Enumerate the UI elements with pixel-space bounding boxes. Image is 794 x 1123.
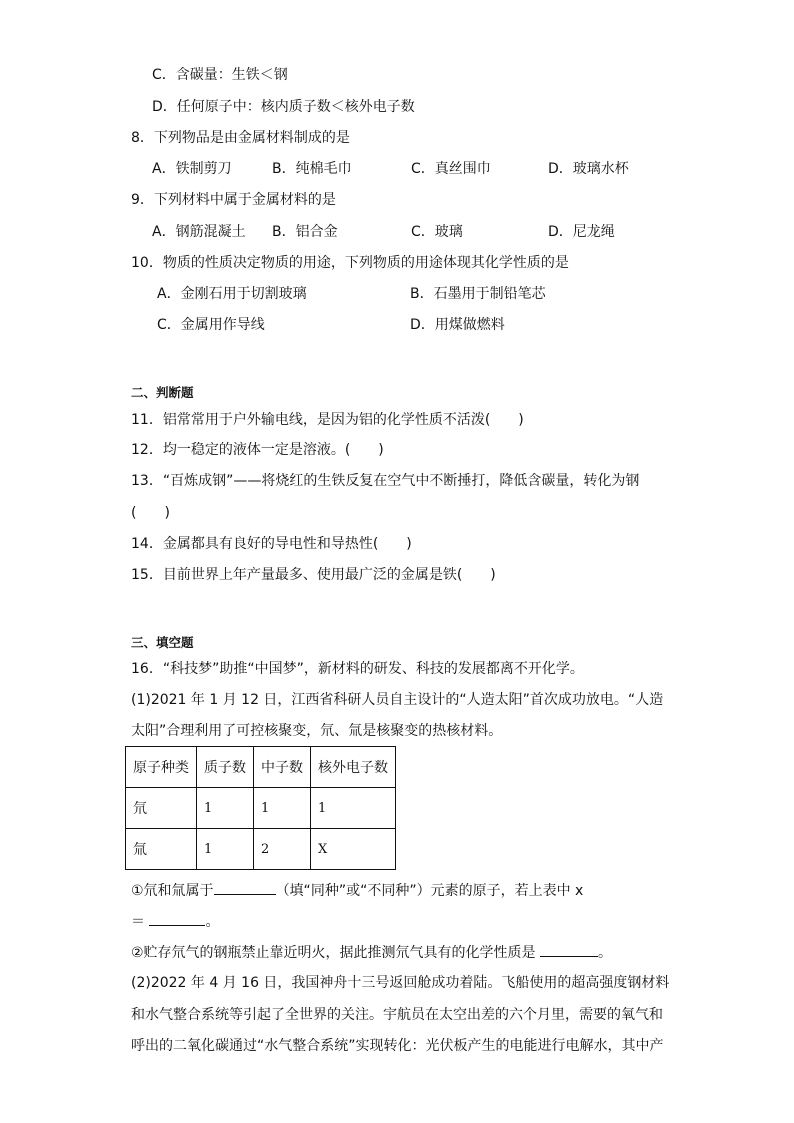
q16-sub1-line2 xyxy=(131,911,219,932)
q10-option-c: C．金属用作导线 xyxy=(157,317,265,333)
q7-option-c: C．含碳量：生铁＜钢 xyxy=(152,67,288,83)
q16-sub1-line2-prefix: ＝ xyxy=(131,914,150,930)
q9-option-c: C．玻璃 xyxy=(411,224,463,240)
q14-text: 14．金属都具有良好的导电性和导热性( ) xyxy=(131,536,412,552)
q13-text-line2: ( ) xyxy=(131,505,170,521)
answer-blank-1[interactable] xyxy=(214,880,276,895)
q9-option-d: D．尼龙绳 xyxy=(548,224,615,240)
q10-option-d: D．用煤做燃料 xyxy=(410,317,505,333)
q7-option-d: D．任何原子中：核内质子数＜核外电子数 xyxy=(152,99,415,115)
q16-part1-line1: (1)2021 年 1 月 12 日，江西省科研人员自主设计的“人造太阳”首次成功放电。“人造 xyxy=(131,692,664,708)
table-header-cell: 核外电子数 xyxy=(311,747,396,788)
q10-option-b: B．石墨用于制铅笔芯 xyxy=(410,286,546,302)
q16-sub2-suffix: 。 xyxy=(598,945,612,961)
q16-part2-line2: 和水气整合系统等引起了全世界的关注。宇航员在太空出差的六个月里，需要的氧气和 xyxy=(131,1007,663,1023)
table-cell: 1 xyxy=(254,788,311,829)
table-cell: X xyxy=(311,829,396,870)
q16-sub1-line2-suffix: 。 xyxy=(205,914,220,930)
table-row xyxy=(126,829,396,870)
table-cell: 1 xyxy=(197,829,254,870)
q16-sub2-prefix: ②贮存氘气的钢瓶禁止靠近明火，据此推测氘气具有的化学性质是 xyxy=(131,945,540,961)
q12-text: 12．均一稳定的液体一定是溶液。( ) xyxy=(131,442,384,458)
table-cell: 1 xyxy=(311,788,396,829)
q16-sub1-line1 xyxy=(131,880,583,901)
q8-option-a: A．铁制剪刀 xyxy=(152,161,232,177)
table-header-cell: 原子种类 xyxy=(126,747,197,788)
section-title-judgement: 二、判断题 xyxy=(131,385,194,400)
q9-stem: 9．下列材料中属于金属材料的是 xyxy=(131,192,336,208)
table-header-cell: 中子数 xyxy=(254,747,311,788)
answer-blank-2[interactable] xyxy=(149,911,205,926)
q16-part2-line1: (2)2022 年 4 月 16 日，我国神舟十三号返回舱成功着陆。飞船使用的超高强度钢材料 xyxy=(131,975,670,991)
q8-option-c: C．真丝围巾 xyxy=(411,161,491,177)
table-cell: 氚 xyxy=(126,829,197,870)
q15-text: 15．目前世界上年产量最多、使用最广泛的金属是铁( ) xyxy=(131,567,496,583)
q8-stem: 8．下列物品是由金属材料制成的是 xyxy=(131,130,350,146)
q9-option-a: A．钢筋混凝土 xyxy=(152,224,246,240)
q16-sub1-prefix: ①氘和氚属于 xyxy=(131,883,214,899)
q9-option-b: B．铝合金 xyxy=(272,224,338,240)
q11-text: 11．铝常常用于户外输电线，是因为铝的化学性质不活泼( ) xyxy=(131,412,524,428)
q8-option-b: B．纯棉毛巾 xyxy=(272,161,352,177)
table-header-cell: 质子数 xyxy=(197,747,254,788)
table-cell: 1 xyxy=(197,788,254,829)
table-cell: 2 xyxy=(254,829,311,870)
q10-option-a: A．金刚石用于切割玻璃 xyxy=(157,286,307,302)
atom-table xyxy=(125,746,396,870)
q10-stem: 10．物质的性质决定物质的用途，下列物质的用途体现其化学性质的是 xyxy=(131,255,569,271)
q16-part1-line2: 太阳”合理利用了可控核聚变，氘、氚是核聚变的热核材料。 xyxy=(131,723,503,739)
answer-blank-3[interactable] xyxy=(540,942,598,957)
table-cell: 氘 xyxy=(126,788,197,829)
section-title-fill-in: 三、填空题 xyxy=(131,635,194,650)
table-row xyxy=(126,788,396,829)
q16-sub1-suffix: （填“同种”或“不同种”）元素的原子，若上表中 x xyxy=(275,883,584,899)
q8-option-d: D．玻璃水杯 xyxy=(548,161,629,177)
q13-text-line1: 13．“百炼成钢”——将烧红的生铁反复在空气中不断捶打，降低含碳量，转化为钢 xyxy=(131,473,640,489)
q16-stem: 16．“科技梦”助推“中国梦”，新材料的研发、科技的发展都离不开化学。 xyxy=(131,661,584,677)
q16-part2-line3: 呼出的二氧化碳通过“水气整合系统”实现转化：光伏板产生的电能进行电解水，其中产 xyxy=(131,1038,664,1054)
table-header-row xyxy=(126,747,396,788)
q16-sub2 xyxy=(131,942,612,963)
